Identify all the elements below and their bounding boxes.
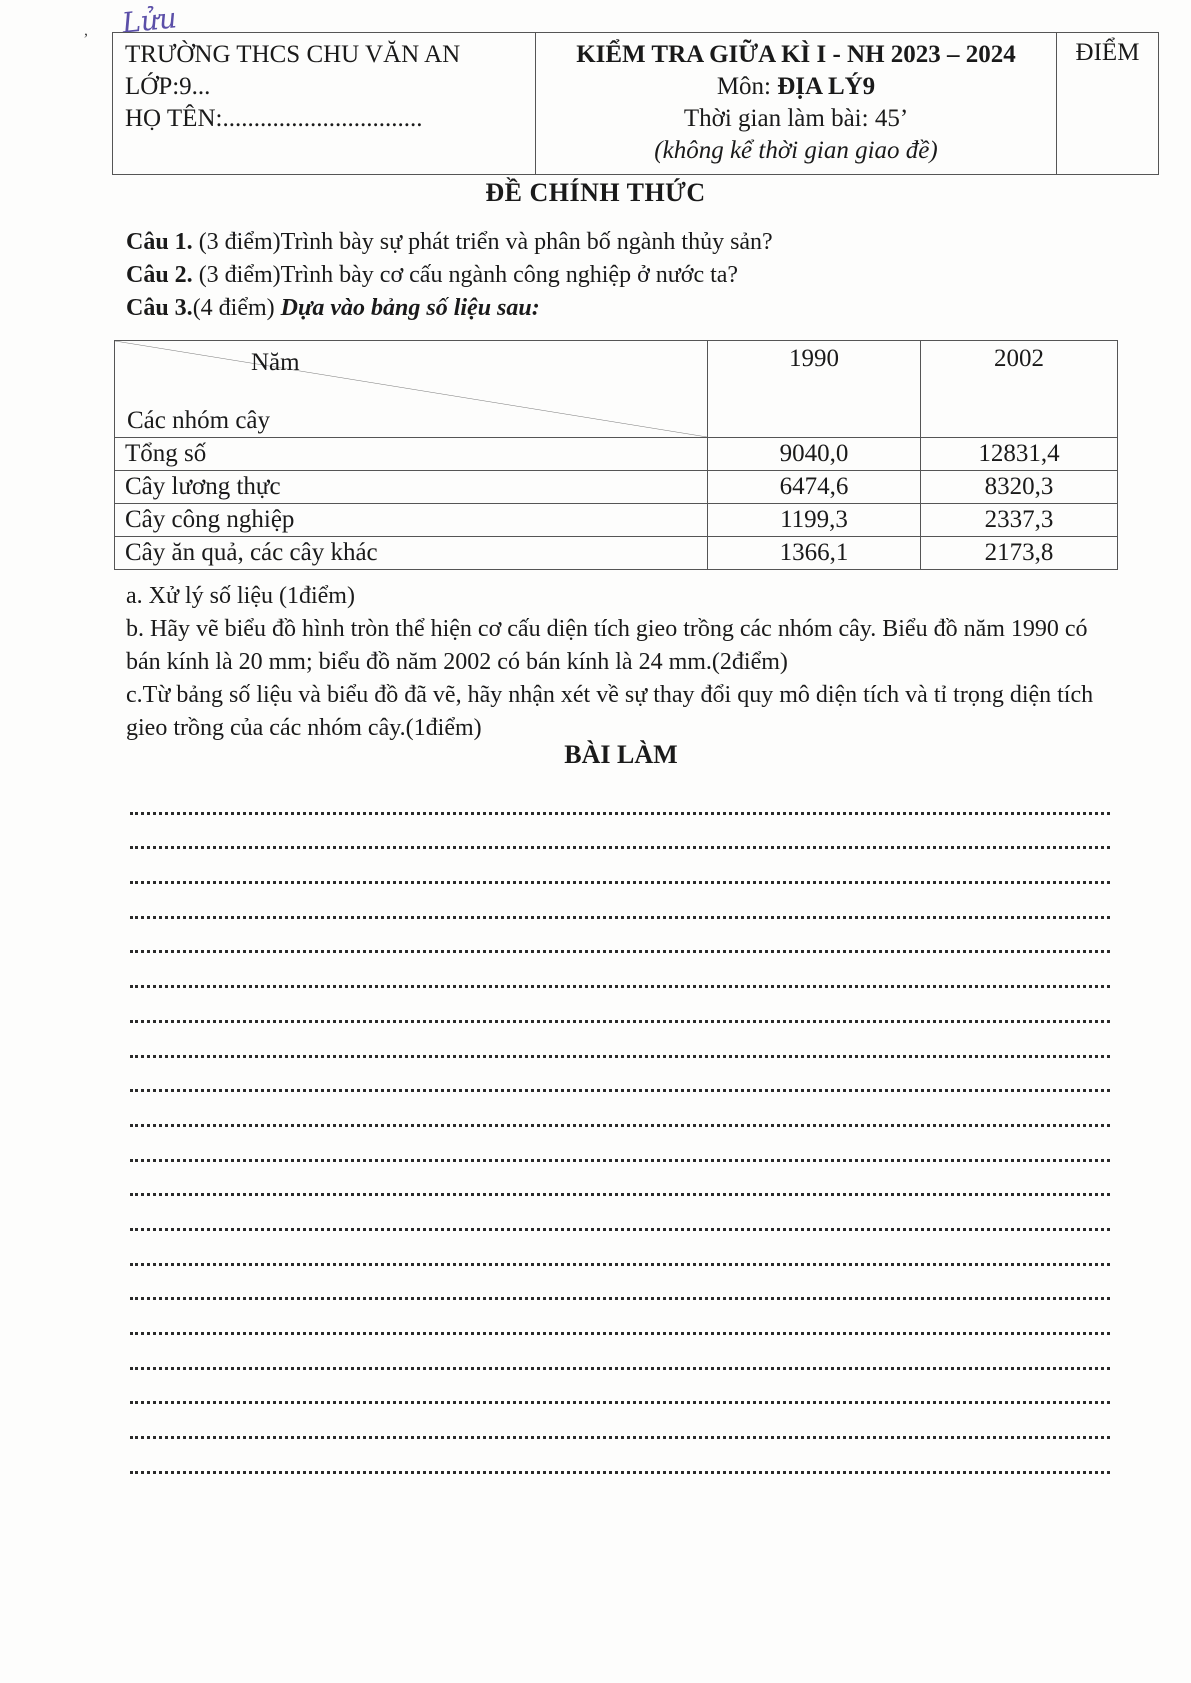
row-value-1990: 1199,3 [708,504,921,537]
subject-label: Môn: [716,73,771,100]
row-value-2002: 12831,4 [921,438,1118,471]
exam-title: KIỂM TRA GIỮA KÌ I - NH 2023 – 2024 [576,41,1016,68]
table-row [115,537,1118,570]
answer-line[interactable] [130,1023,1110,1058]
answer-line[interactable] [130,780,1110,815]
question-3: Câu 3.(4 điểm) Dựa vào bảng số liệu sau: [126,295,540,321]
score-box [1057,33,1159,175]
table-row [115,438,1118,471]
question-1: Câu 1. (3 điểm)Trình bày sự phát triển và phân bố ngành thủy sản? [126,229,773,255]
table-corner-cell [115,341,708,438]
row-value-2002: 2173,8 [921,537,1118,570]
answer-line[interactable] [130,815,1110,850]
student-info [113,33,536,175]
year-header-2002: 2002 [921,341,1118,438]
data-table [114,340,1118,570]
part-c: c.Từ bảng số liệu và biểu đồ đã vẽ, hãy nhận xét về sự thay đổi quy mô diện tích và tỉ trọng diện tích gieo trồng của các nhóm cây.(1điểm) [126,682,1094,741]
answer-line[interactable] [130,1092,1110,1127]
row-value-1990: 1366,1 [708,537,921,570]
answer-area[interactable] [130,780,1110,1474]
subject-name: ĐỊA LÝ9 [777,73,876,100]
answer-line[interactable] [130,1266,1110,1301]
table-row [115,504,1118,537]
answer-line[interactable] [130,1162,1110,1197]
row-value-2002: 2337,3 [921,504,1118,537]
answer-line[interactable] [130,1439,1110,1474]
question-list [126,226,1126,325]
corner-group-label: Các nhóm cây [127,407,271,434]
exam-time-note: (không kể thời gian giao đề) [654,137,938,164]
class-field: LỚP:9... [125,73,211,100]
answer-line[interactable] [130,1335,1110,1370]
row-name: Cây công nghiệp [115,504,708,537]
table-row [115,471,1118,504]
row-name: Cây lương thực [115,471,708,504]
score-label: ĐIỂM [1075,39,1140,66]
exam-info [536,33,1057,175]
corner-year-label: Năm [251,349,300,376]
year-header-1990: 1990 [708,341,921,438]
exam-header [112,32,1159,175]
part-a: a. Xử lý số liệu (1điểm) [126,583,355,609]
row-value-1990: 6474,6 [708,471,921,504]
answer-line[interactable] [130,1370,1110,1405]
answer-line[interactable] [130,988,1110,1023]
margin-mark: , [84,22,88,39]
answer-heading: BÀI LÀM [564,740,678,769]
answer-line[interactable] [130,1300,1110,1335]
official-label: ĐỀ CHÍNH THỨC [485,178,706,207]
answer-line[interactable] [130,1058,1110,1093]
exam-time: Thời gian làm bài: 45’ [683,105,909,132]
name-field: HỌ TÊN:................................ [125,105,423,132]
answer-line[interactable] [130,1196,1110,1231]
part-b: b. Hãy vẽ biểu đồ hình tròn thể hiện cơ cấu diện tích gieo trồng các nhóm cây. Biểu đồ năm 1990 có bán kính là 20 mm; biểu đồ năm 2002 có bán kính là 24 mm.(2điểm) [126,616,1088,675]
question-2: Câu 2. (3 điểm)Trình bày cơ cấu ngành công nghiệp ở nước ta? [126,262,739,288]
row-value-2002: 8320,3 [921,471,1118,504]
handwritten-signature: Lửu [120,1,179,40]
subject-line [536,71,1056,103]
answer-line[interactable] [130,1231,1110,1266]
question-parts [126,580,1122,745]
answer-line[interactable] [130,1404,1110,1439]
answer-line[interactable] [130,849,1110,884]
row-name: Cây ăn quả, các cây khác [115,537,708,570]
answer-line[interactable] [130,953,1110,988]
school-name: TRƯỜNG THCS CHU VĂN AN [125,41,461,68]
row-name: Tổng số [115,438,708,471]
answer-line[interactable] [130,919,1110,954]
row-value-1990: 9040,0 [708,438,921,471]
answer-line[interactable] [130,1127,1110,1162]
answer-line[interactable] [130,884,1110,919]
